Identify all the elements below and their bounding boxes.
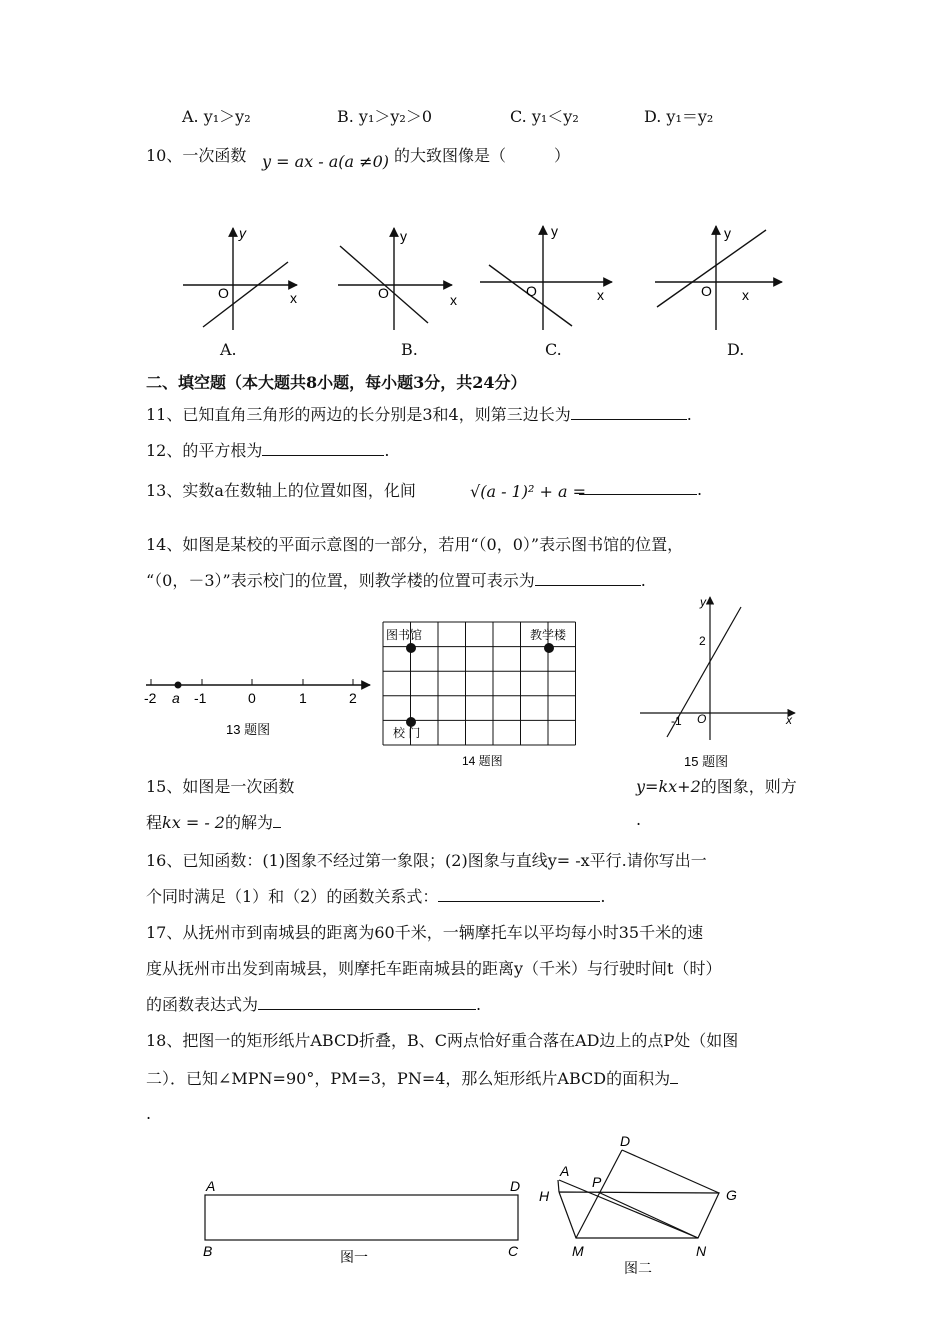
- tick-1: 1: [299, 690, 307, 706]
- graph-c-x: x: [597, 287, 604, 303]
- q15-text: 15、如图是一次函数: [146, 777, 295, 796]
- q12-text: 12、的平方根为 .: [146, 441, 390, 460]
- graph-a-x: x: [290, 290, 297, 306]
- fig18b-caption: 图二: [624, 1260, 652, 1276]
- graph-c-o: O: [526, 283, 537, 299]
- fig15-caption: 15 题图: [684, 754, 729, 769]
- q9-option-a: A. y₁＞y₂: [182, 107, 251, 126]
- graph-d-x: x: [742, 287, 749, 303]
- rect-a: A: [206, 1178, 216, 1194]
- graph-c-label: C.: [545, 340, 562, 359]
- fig15-intercept-2: 2: [699, 634, 706, 648]
- q10-suffix: 的大致图像是（ ）: [394, 146, 571, 165]
- fig14-caption: 14 题图: [462, 754, 503, 768]
- q18-line3: .: [146, 1104, 152, 1123]
- fig15-x: x: [786, 713, 792, 727]
- rect-c: C: [508, 1243, 519, 1259]
- fold-m: M: [572, 1243, 584, 1259]
- graph-b-o: O: [378, 285, 389, 301]
- rect-b: B: [203, 1243, 213, 1259]
- tick-neg2: -2: [144, 690, 157, 706]
- q15-formula-line: y=kx+2的图象，则方: [636, 777, 797, 796]
- tick-neg1: -1: [194, 690, 207, 706]
- tick-2: 2: [349, 690, 357, 706]
- q9-option-b: B. y₁＞y₂＞0: [337, 107, 433, 126]
- graph-a-y: y: [239, 225, 246, 241]
- fold-g: G: [726, 1187, 737, 1203]
- graph-b-y: y: [400, 228, 407, 244]
- graph-d-label: D.: [727, 340, 745, 359]
- graph-d-o: O: [701, 283, 712, 299]
- graph-a-label: A.: [220, 340, 237, 359]
- rect-d: D: [510, 1178, 521, 1194]
- q15-line2: 程kx = - 2的解为: [146, 810, 281, 833]
- q11-text: 11、已知直角三角形的两边的长分别是3和4，则第三边长为 .: [146, 405, 692, 424]
- q13-blank: .: [579, 478, 702, 499]
- q13-text: 13、实数a在数轴上的位置如图，化间: [146, 481, 416, 500]
- q17-line2: 度从抚州市出发到南城县，则摩托车距南城县的距离y（千米）与行驶时间t（时）: [146, 959, 722, 978]
- fold-a: A: [560, 1163, 570, 1179]
- graph-b-x: x: [450, 292, 457, 308]
- fig15-intercept-neg1: -1: [671, 714, 682, 728]
- fold-h: H: [539, 1188, 550, 1204]
- fig13-caption: 13 题图: [226, 722, 271, 737]
- q9-option-d: D. y₁＝y₂: [644, 107, 714, 126]
- q14-line2: “（0，－3）”表示校门的位置，则教学楼的位置可表示为 .: [146, 571, 646, 590]
- q17-line1: 17、从抚州市到南城县的距离为60千米，一辆摩托车以平均每小时35千米的速: [146, 923, 704, 942]
- q13-formula: √(a - 1)² + a =: [470, 482, 586, 501]
- teaching-label: 教学楼: [530, 628, 567, 642]
- q18-line2: 二）．已知∠MPN=90°，PM=3，PN=4，那么矩形纸片ABCD的面积为: [146, 1066, 678, 1089]
- tick-a: a: [172, 690, 180, 706]
- q10-text: 10、一次函数: [146, 146, 247, 165]
- q17-line3: 的函数表达式为 .: [146, 995, 482, 1014]
- graph-d-y: y: [724, 225, 731, 241]
- gate-label: 校 门: [393, 726, 421, 740]
- library-label: 图书馆: [386, 628, 423, 642]
- tick-0: 0: [248, 690, 256, 706]
- q10-formula: y = ax - a(a ≠0): [262, 152, 389, 171]
- fig15-y: y: [700, 595, 706, 609]
- q15-end: .: [636, 810, 642, 829]
- graph-b-label: B.: [401, 340, 418, 359]
- fold-d: D: [620, 1133, 631, 1149]
- q16-line1: 16、已知函数：(1)图象不经过第一象限；(2)图象与直线y= -x平行.请你写出一: [146, 851, 707, 870]
- section2-title: 二、填空题（本大题共8小题，每小题3分，共24分）: [146, 373, 527, 392]
- q18-line1: 18、把图一的矩形纸片ABCD折叠，B、C两点恰好重合落在AD边上的点P处（如图: [146, 1031, 739, 1050]
- fig18a-caption: 图一: [340, 1249, 368, 1265]
- q14-line1: 14、如图是某校的平面示意图的一部分，若用“（0，0）”表示图书馆的位置，: [146, 535, 684, 554]
- fold-n: N: [696, 1243, 707, 1259]
- q16-line2: 个同时满足（1）和（2）的函数关系式： .: [146, 887, 606, 906]
- q9-option-c: C. y₁＜y₂: [510, 107, 579, 126]
- graph-a-o: O: [218, 285, 229, 301]
- graph-c-y: y: [551, 223, 558, 239]
- fig15-o: O: [697, 712, 707, 726]
- fold-p: P: [592, 1174, 602, 1190]
